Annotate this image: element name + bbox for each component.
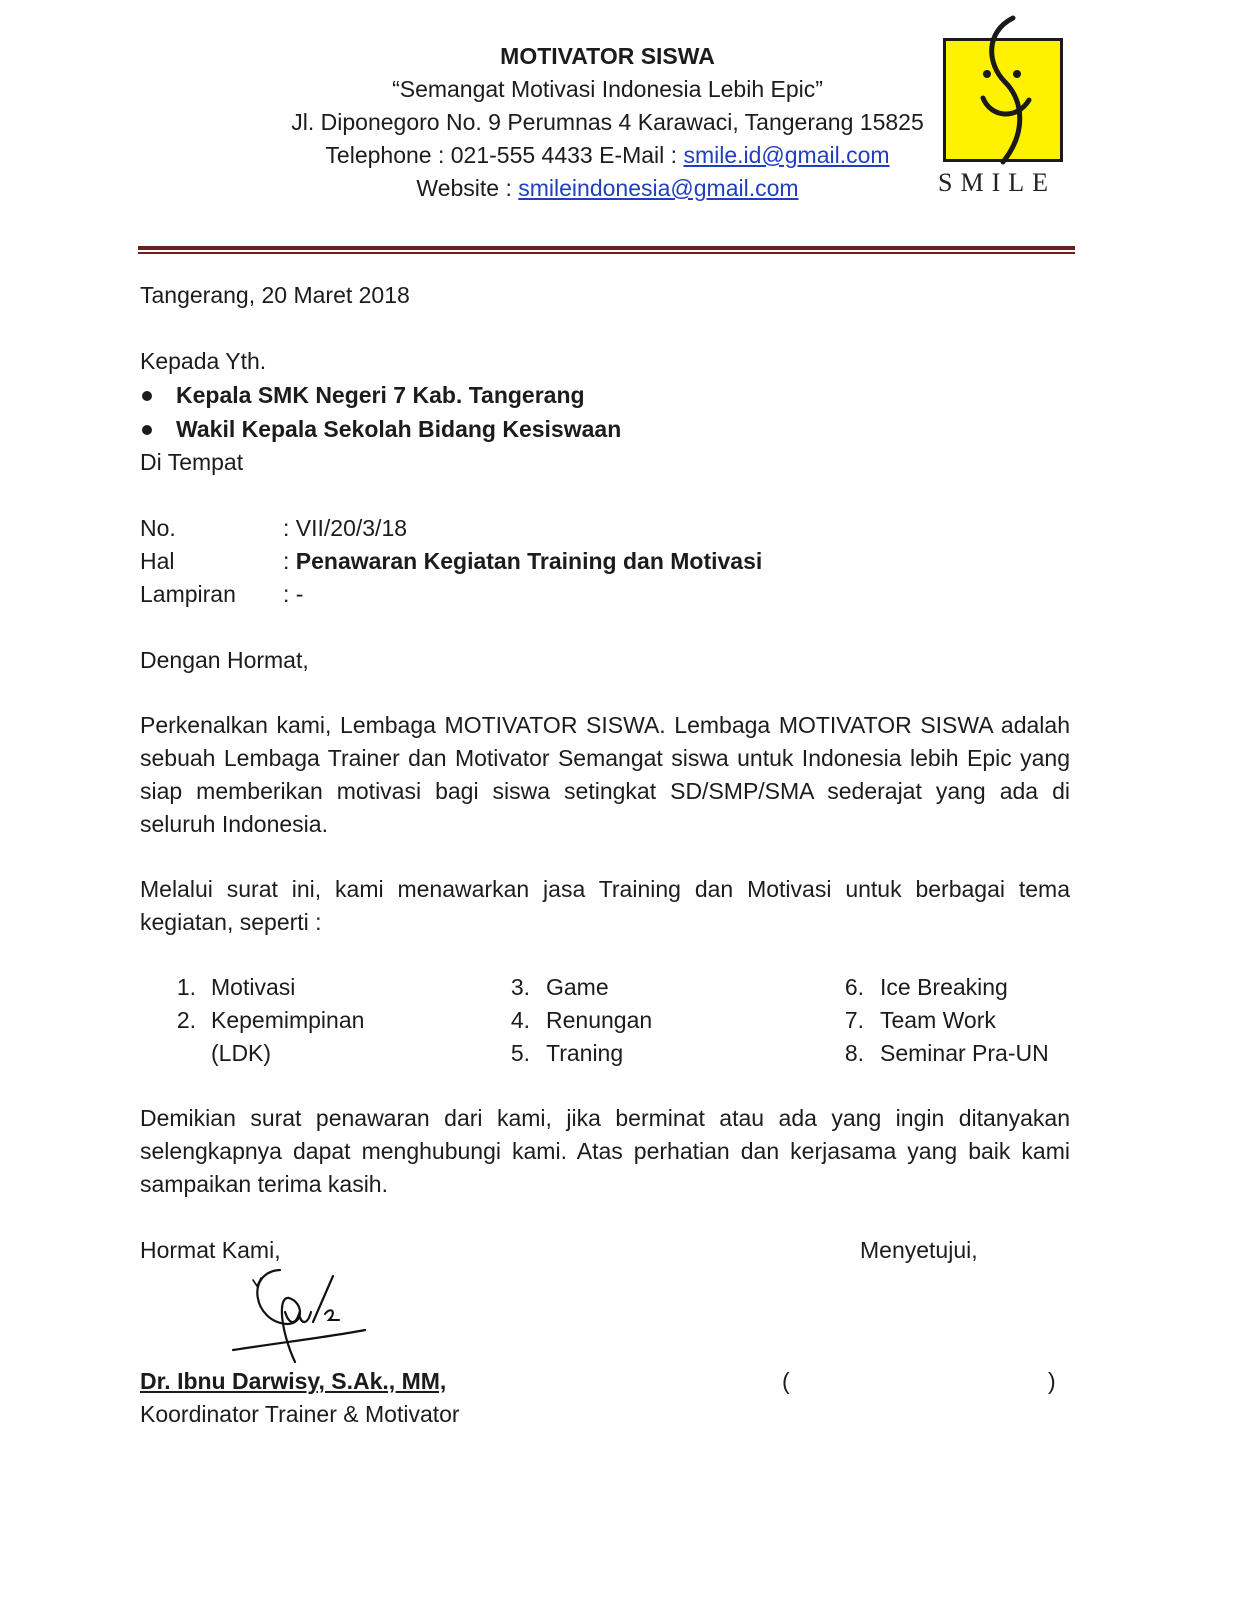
recipient-2: Wakil Kepala Sekolah Bidang Kesiswaan xyxy=(176,416,622,442)
activity-item: Kepemimpinan xyxy=(211,1007,365,1033)
activity-item: Motivasi xyxy=(211,974,296,1000)
approval-label: Menyetujui, xyxy=(860,1237,978,1263)
bullet-icon xyxy=(142,391,152,401)
no-label: No. xyxy=(140,515,176,541)
logo-wordmark: SMILE xyxy=(938,168,1056,197)
closing-label: Hormat Kami, xyxy=(140,1237,281,1263)
paragraph-intro: Perkenalkan kami, Lembaga MOTIVATOR SISWA. Lembaga MOTIVATOR SISWA adalah sebuah Lembaga Trainer dan Motivator Semangat siswa untuk Indonesia lebih Epic yang siap memberikan motivasi bagi siswa setingkat SD/SMP/SMA sederajat yang ada di seluruh Indonesia. xyxy=(140,712,1070,837)
signer-title: Koordinator Trainer & Motivator xyxy=(140,1401,460,1427)
activity-number: 1. xyxy=(176,974,196,1000)
activity-item: Game xyxy=(546,974,609,1000)
address: Jl. Diponegoro No. 9 Perumnas 4 Karawaci, Tangerang 15825 xyxy=(291,109,924,135)
place: Di Tempat xyxy=(140,449,244,475)
hal-value: Penawaran Kegiatan Training dan Motivasi xyxy=(295,548,763,574)
website-line xyxy=(150,172,1065,205)
bullet-icon xyxy=(142,425,152,435)
hal-line xyxy=(283,545,762,578)
website-label: Website : xyxy=(416,175,519,201)
activity-item: (LDK) xyxy=(211,1040,272,1066)
header-divider xyxy=(138,246,1075,250)
recipient-1: Kepala SMK Negeri 7 Kab. Tangerang xyxy=(176,382,585,408)
no-value: : VII/20/3/18 xyxy=(283,515,408,541)
activity-number: 6. xyxy=(844,974,864,1000)
paragraph-closing: Demikian surat penawaran dari kami, jika berminat atau ada yang ingin ditanyakan selengkapnya dapat menghubungi kami. Atas perhatian dan kerjasama yang baik kami sampaikan terima kasih. xyxy=(140,1105,1070,1197)
lampiran-value: : - xyxy=(283,581,304,607)
activity-item: Traning xyxy=(546,1040,624,1066)
greeting: Dengan Hormat, xyxy=(140,647,309,673)
organization-name: MOTIVATOR SISWA xyxy=(500,43,715,69)
email-link[interactable]: smile.id@gmail.com xyxy=(683,142,890,168)
contact-line xyxy=(150,139,1065,172)
approval-open-paren: ( xyxy=(782,1368,790,1394)
header-divider-thin xyxy=(138,252,1075,254)
activity-number: 8. xyxy=(844,1040,864,1066)
activity-item: Seminar Pra-UN xyxy=(880,1040,1049,1066)
lampiran-label: Lampiran xyxy=(140,581,236,607)
activity-number: 4. xyxy=(510,1007,530,1033)
smile-logo-icon xyxy=(965,12,1045,172)
letter-date: Tangerang, 20 Maret 2018 xyxy=(140,282,410,308)
paragraph-offer: Melalui surat ini, kami menawarkan jasa Training dan Motivasi untuk berbagai tema kegiatan, seperti : xyxy=(140,876,1070,935)
activity-item: Ice Breaking xyxy=(880,974,1008,1000)
website-link[interactable]: smileindonesia@gmail.com xyxy=(518,175,799,201)
activity-number: 5. xyxy=(510,1040,530,1066)
signer-name: Dr. Ibnu Darwisy, S.Ak., MM, xyxy=(140,1368,447,1394)
to-label: Kepada Yth. xyxy=(140,348,267,374)
telephone-text: Telephone : 021-555 4433 E-Mail : xyxy=(325,142,684,168)
signature-icon xyxy=(225,1262,375,1367)
activity-number: 3. xyxy=(510,974,530,1000)
tagline: “Semangat Motivasi Indonesia Lebih Epic” xyxy=(392,76,823,102)
approval-close-paren: ) xyxy=(1048,1368,1056,1394)
activity-number: 7. xyxy=(844,1007,864,1033)
activity-item: Renungan xyxy=(546,1007,653,1033)
hal-colon: : xyxy=(283,548,296,574)
activity-item: Team Work xyxy=(880,1007,996,1033)
hal-label: Hal xyxy=(140,548,175,574)
activity-number: 2. xyxy=(176,1007,196,1033)
